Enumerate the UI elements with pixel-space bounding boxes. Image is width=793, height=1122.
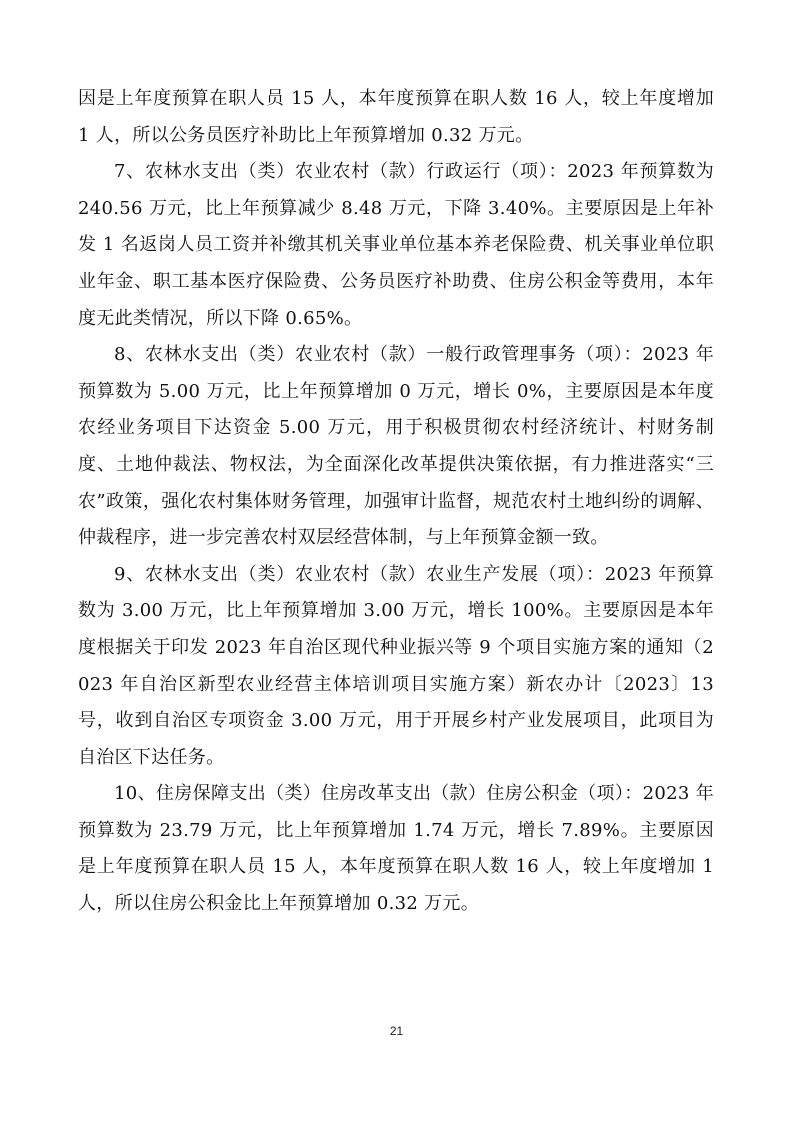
paragraph-item-9: 9、农林水支出（类）农业农村（款）农业生产发展（项）：2023 年预算数为 3.00 万元，比上年预算增加 3.00 万元，增长 100%。主要原因是本年度根据关于印发 2023 年自治区现代种业振兴等 9 个项目实施方案的通知（2023 年自治区新型农业经营主体培训项目实施方案）新农办计〔2023〕13 号，收到自治区专项资金 3.00 万元，用于开展乡村产业发展项目，此项目为自治区下达任务。 bbox=[78, 563, 714, 768]
paragraph-item-8: 8、农林水支出（类）农业农村（款）一般行政管理事务（项）：2023 年预算数为 5.00 万元，比上年预算增加 0 万元，增长 0%，主要原因是本年度农经业务项目下达资金 5.00 万元，用于积极贯彻农村经济统计、村财务制度、土地仲裁法、物权法，为全面深化改革提供决策依据，有力推进落实“三农”政策，强化农村集体财务管理，加强审计监督，规范农村土地纠纷的调解、仲裁程序，进一步完善农村双层经营体制，与上年预算金额一致。 bbox=[78, 344, 714, 549]
paragraph-item-10: 10、住房保障支出（类）住房改革支出（款）住房公积金（项）：2023 年预算数为 23.79 万元，比上年预算增加 1.74 万元，增长 7.89%。主要原因是上年度预算在职人员 15 人，本年度预算在职人数 16 人，较上年度增加 1 人，所以住房公积金比上年预算增加 0.32 万元。 bbox=[78, 783, 714, 915]
paragraph-item-7: 7、农林水支出（类）农业农村（款）行政运行（项）：2023 年预算数为 240.56 万元，比上年预算减少 8.48 万元，下降 3.40%。主要原因是上年补发 1 名返岗人员工资并补缴其机关事业单位基本养老保险费、机关事业单位职业年金、职工基本医疗保险费、公务员医疗补助费、住房公积金等费用，本年度无此类情况，所以下降 0.65%。 bbox=[78, 161, 714, 329]
paragraph-continuation: 因是上年度预算在职人员 15 人，本年度预算在职人数 16 人，较上年度增加 1 人，所以公务员医疗补助比上年预算增加 0.32 万元。 bbox=[78, 88, 714, 146]
document-body bbox=[78, 81, 714, 923]
page-number: 21 bbox=[389, 1024, 404, 1038]
